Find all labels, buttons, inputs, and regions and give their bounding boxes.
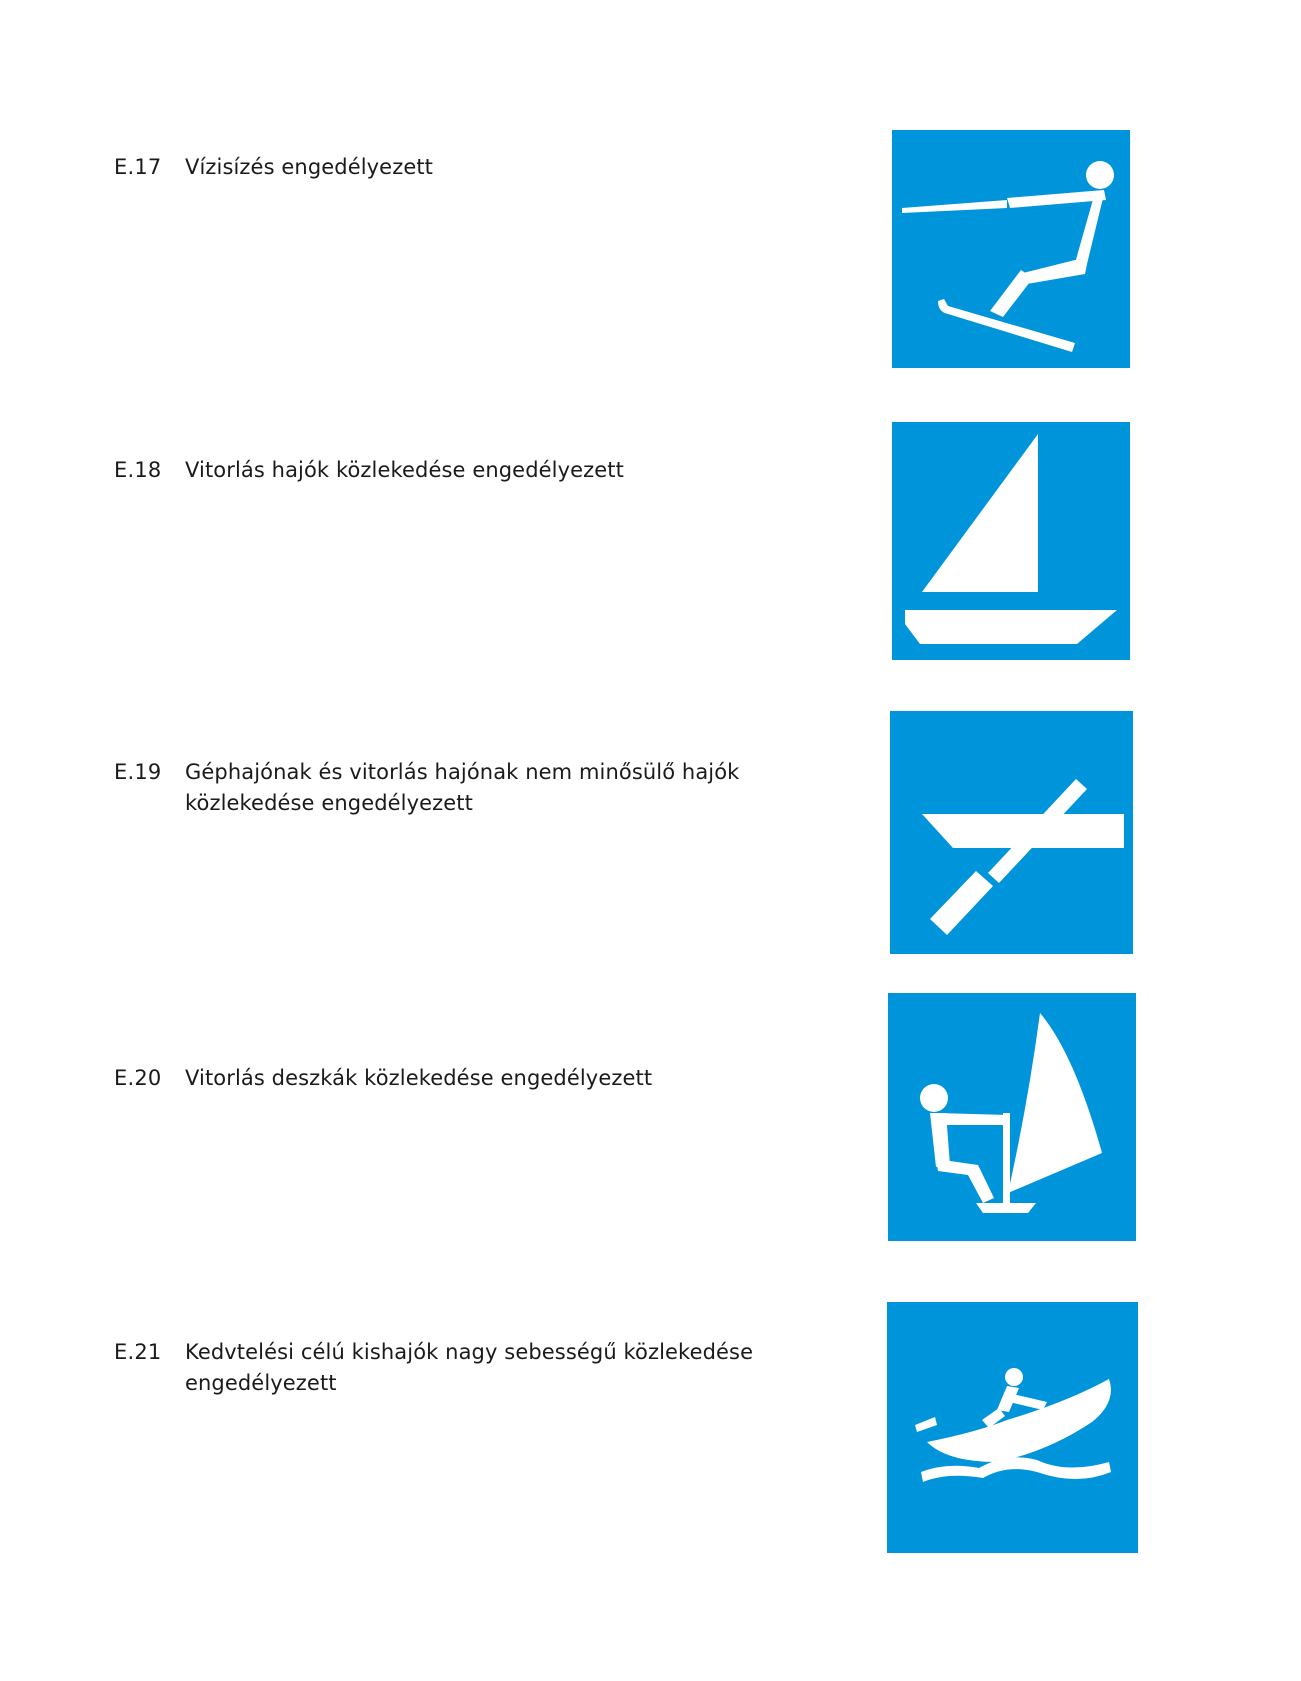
sign-code: E.18 [114, 458, 162, 482]
rowing-boat-sign [890, 711, 1133, 954]
sign-code: E.19 [114, 760, 162, 784]
sign-description-line: Géphajónak és vitorlás hajónak nem minősülő hajók [185, 760, 740, 784]
sign-description [185, 1063, 755, 1094]
sign-description [185, 152, 755, 183]
speedboat-sign [887, 1302, 1138, 1553]
sailboat-icon [892, 422, 1130, 660]
windsurfing-sign [888, 993, 1136, 1241]
sign-description-line: Vitorlás deszkák közlekedése engedélyezett [185, 1066, 653, 1090]
water-skiing-icon [892, 130, 1130, 368]
sign-description-line: Vízisízés engedélyezett [185, 155, 434, 179]
sign-description-line: Kedvtelési célú kishajók nagy sebességű közlekedése [185, 1340, 754, 1364]
rowing-boat-icon [890, 711, 1133, 954]
sign-code: E.20 [114, 1066, 162, 1090]
water-skiing-sign [892, 130, 1130, 368]
sign-description [185, 757, 755, 819]
windsurfing-icon [888, 993, 1136, 1241]
sign-code: E.21 [114, 1340, 162, 1364]
speedboat-icon [887, 1302, 1138, 1553]
sign-description-line: engedélyezett [185, 1371, 337, 1395]
sign-code: E.17 [114, 155, 162, 179]
sign-description [185, 1337, 755, 1399]
sailboat-sign [892, 422, 1130, 660]
sign-description [185, 455, 755, 486]
sign-description-line: közlekedése engedélyezett [185, 791, 473, 815]
sign-description-line: Vitorlás hajók közlekedése engedélyezett [185, 458, 624, 482]
